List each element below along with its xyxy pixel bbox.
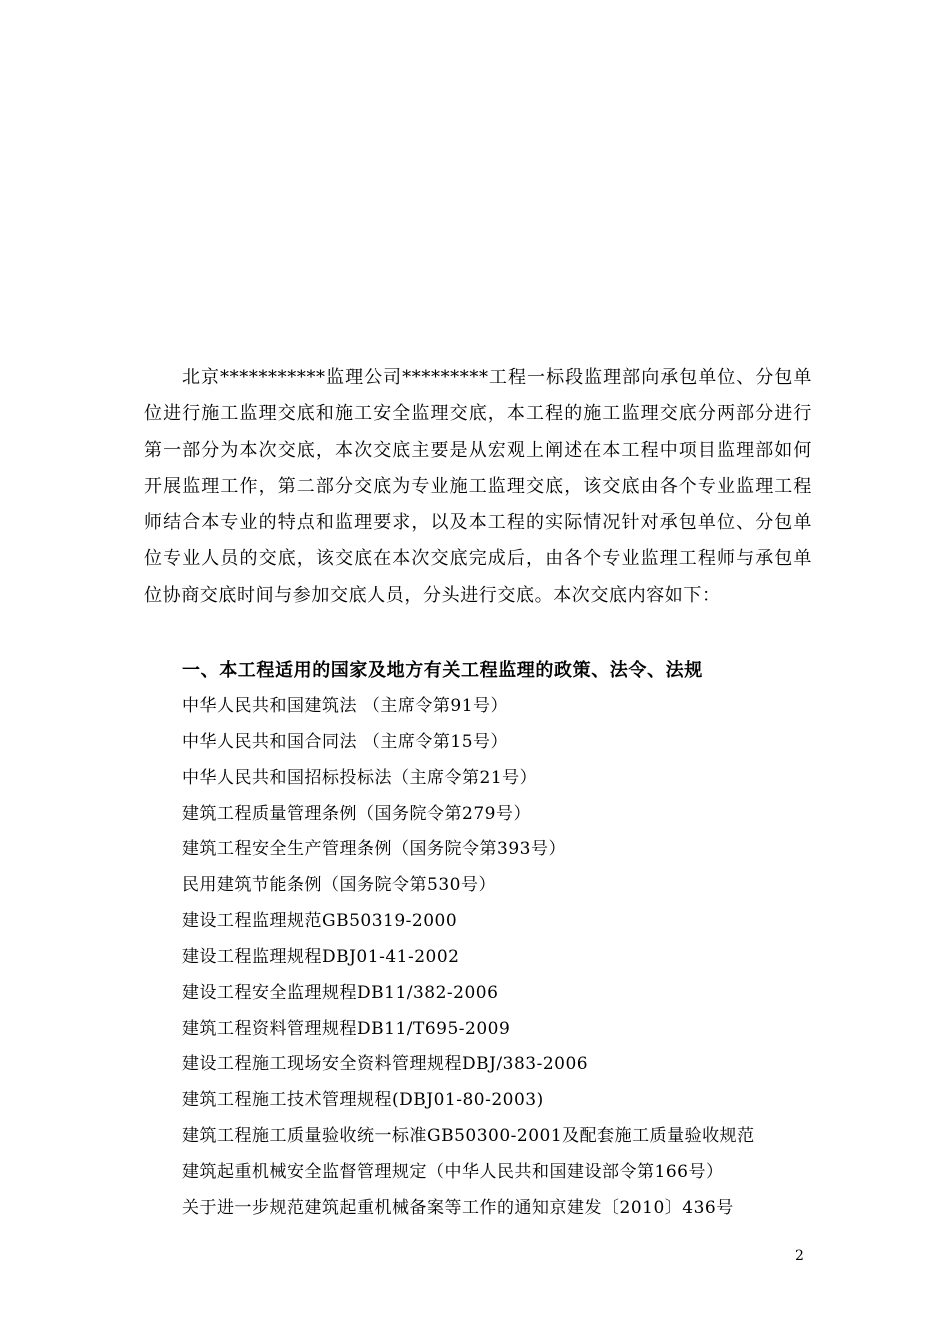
list-item: 建设工程监理规程DBJ01-41-2002 xyxy=(182,946,460,967)
list-item: 建筑工程安全生产管理条例（国务院令第393号） xyxy=(182,839,566,860)
list-item: 民用建筑节能条例（国务院令第530号） xyxy=(182,875,496,896)
list-item: 建筑工程施工质量验收统一标准GB50300-2001及配套施工质量验收规范 xyxy=(182,1126,755,1147)
regulations-list xyxy=(182,689,755,1227)
list-item: 建设工程施工现场安全资料管理规程DBJ/383-2006 xyxy=(182,1054,589,1075)
list-item: 中华人民共和国招标投标法（主席令第21号） xyxy=(182,767,538,788)
page-number: 2 xyxy=(795,1248,804,1264)
list-item: 建筑工程施工技术管理规程(DBJ01-80-2003) xyxy=(182,1090,544,1111)
list-item: 建筑工程质量管理条例（国务院令第279号） xyxy=(182,803,531,824)
list-item: 建筑工程资料管理规程DB11/T695-2009 xyxy=(182,1018,511,1039)
list-item: 关于进一步规范建筑起重机械备案等工作的通知京建发〔2010〕436号 xyxy=(182,1197,734,1218)
list-item: 建设工程安全监理规程DB11/382-2006 xyxy=(182,982,499,1003)
list-item: 建筑起重机械安全监督管理规定（中华人民共和国建设部令第166号） xyxy=(182,1161,724,1182)
intro-paragraph: 北京***********监理公司*********工程一标段监理部向承包单位、分包单位进行施工监理交底和施工安全监理交底，本工程的施工监理交底分两部分进行第一部分为本次交底，本次交底主要是从宏观上阐述在本工程中项目监理部如何开展监理工作，第二部分交底为专业施工监理交底，该交底由各个专业监理工程师结合本专业的特点和监理要求，以及本工程的实际情况针对承包单位、分包单位专业人员的交底，该交底在本次交底完成后，由各个专业监理工程师与承包单位协商交底时间与参加交底人员，分头进行交底。本次交底内容如下： xyxy=(144,367,812,606)
list-item: 中华人民共和国建筑法 （主席令第91号） xyxy=(182,696,509,716)
list-item: 中华人民共和国合同法 （主席令第15号） xyxy=(182,731,509,752)
list-item: 建设工程监理规范GB50319-2000 xyxy=(182,911,458,932)
section-heading: 一、本工程适用的国家及地方有关工程监理的政策、法令、法规 xyxy=(182,660,703,681)
